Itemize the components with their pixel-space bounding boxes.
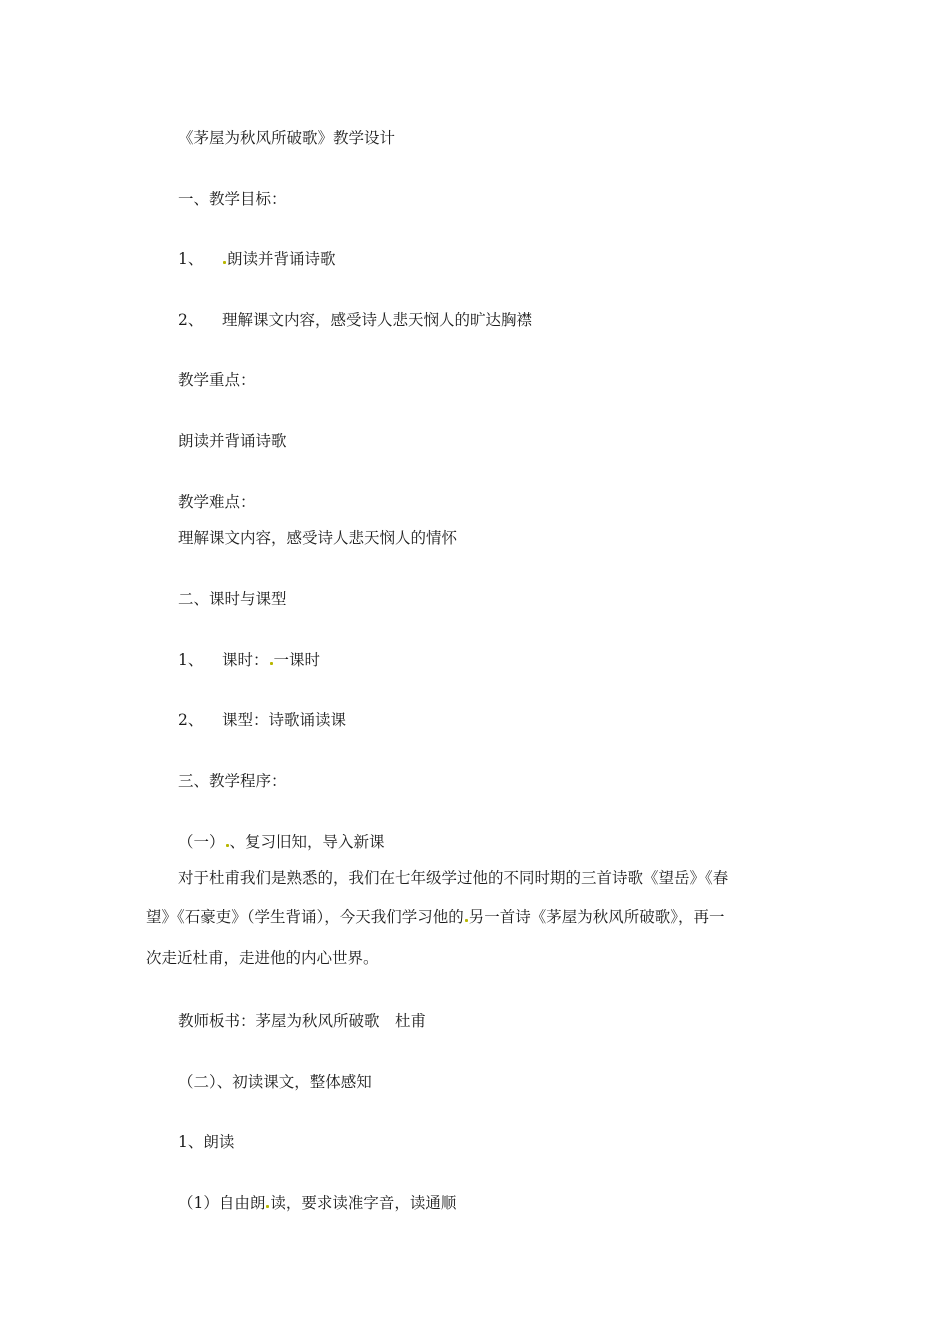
goal-number: 2、 (178, 311, 204, 329)
goal-item-2 (178, 310, 532, 330)
marker-dot (223, 261, 226, 264)
marker-dot (226, 844, 229, 847)
step-heading-1 (178, 832, 385, 852)
goal-text: 朗读并背诵诗歌 (227, 250, 336, 268)
sub-step-1: 1、朗读 (178, 1133, 235, 1151)
item-label: 课时： (222, 651, 269, 669)
paragraph-line-2-start: 望》《石豪吏》（学生背诵），今天我们学习他的 (146, 908, 464, 926)
key-point-text: 朗读并背诵诗歌 (178, 432, 287, 450)
step-heading-2: （二）、初读课文，整体感知 (178, 1073, 372, 1091)
marker-dot (270, 662, 273, 665)
item-number: 2、 (178, 711, 204, 729)
sub-step-text-start: （1）自由朗 (178, 1194, 266, 1212)
marker-dot (266, 1205, 269, 1208)
marker-dot (465, 919, 468, 922)
paragraph-line-1: 对于杜甫我们是熟悉的，我们在七年级学过他的不同时期的三首诗歌《望岳》《春 (178, 869, 729, 887)
sub-step-1-1 (178, 1193, 456, 1213)
period-item-2 (178, 710, 346, 730)
goal-text: 理解课文内容，感受诗人悲天悯人的旷达胸襟 (222, 311, 533, 329)
paragraph-line-3: 次走近杜甫，走进他的内心世界。 (146, 949, 379, 967)
step-title: 、复习旧知，导入新课 (229, 833, 385, 851)
difficulty-heading: 教学难点： (178, 493, 256, 511)
difficulty-text-rest: 解课文内容，感受诗人悲天悯人的情怀 (193, 529, 458, 547)
key-point-heading: 教学重点： (178, 371, 256, 389)
difficulty-text (178, 528, 457, 548)
step-number: （一） (178, 833, 225, 851)
item-value: 一课时 (273, 651, 321, 669)
goal-item-1 (178, 249, 336, 269)
goal-number: 1、 (178, 250, 204, 268)
section-heading-procedure: 三、教学程序： (178, 772, 287, 790)
section-heading-goals: 一、教学目标： (178, 190, 287, 208)
item-number: 1、 (178, 651, 204, 669)
item-text: 课型：诗歌诵读课 (222, 711, 347, 729)
document-title: 《茅屋为秋风所破歌》教学设计 (178, 129, 396, 147)
difficulty-text-start: 理 (178, 529, 194, 547)
paragraph-line-2 (146, 907, 725, 927)
board-writing: 教师板书：茅屋为秋风所破歌 杜甫 (178, 1012, 427, 1030)
paragraph-line-2-end: 另一首诗《茅屋为秋风所破歌》，再一 (468, 908, 725, 926)
section-heading-periods: 二、课时与课型 (178, 590, 287, 608)
sub-step-text-end: 读，要求读准字音，读通顺 (270, 1194, 457, 1212)
period-item-1 (178, 650, 320, 670)
